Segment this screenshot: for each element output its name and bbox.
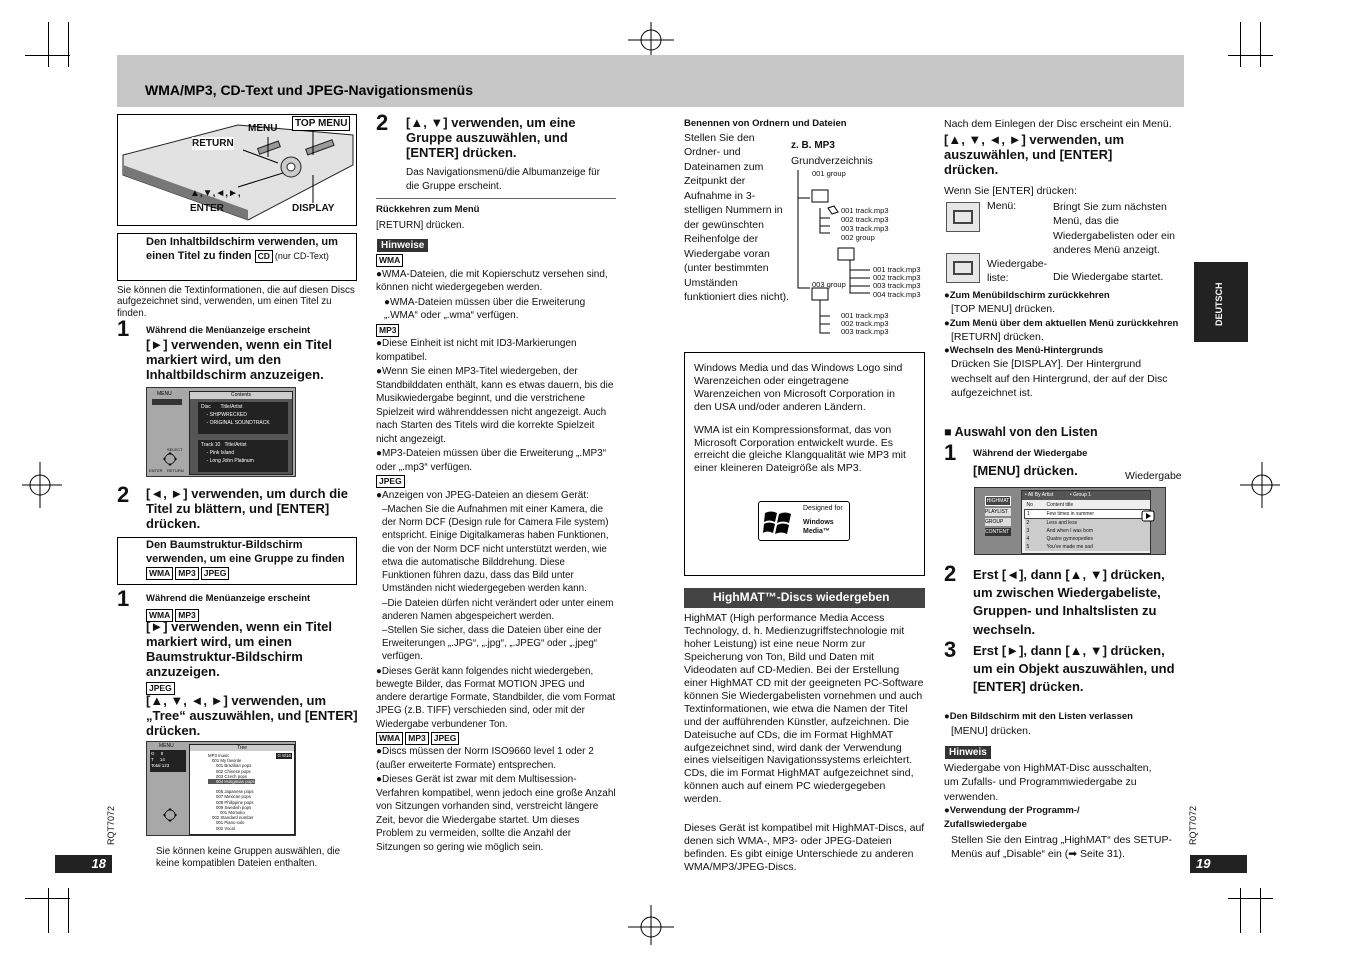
list-h1: • All By Artist [1025,492,1054,498]
file: 002 track.mp3 [841,215,889,224]
row-no: 4 [1026,536,1030,542]
tree-item: 008 Philippine pops [216,799,254,805]
row: - SHIPWRECKED [206,412,247,418]
hinweis-text: Wiedergabe von HighMAT-Disc ausschalten, um Zufalls- und Programmwiedergabe zu verwenden. [944,762,1152,803]
registration-mark-icon [1240,462,1280,508]
file: 003 track.mp3 [841,327,889,337]
note: Dieses Gerät ist zwar mit dem Multisession-Verfahren kompatibel, wenn jedoch eine große Anzahl von Sitzungen vorhanden sind, verstreicht längere Zeit, bevor die Wiedergabe startet. Um dieses Problem zu vermeiden, sollte die Anzahl der Sitzungen so gering wie möglich sein. [376,774,616,853]
footnote: Sie können keine Gruppen auswählen, die keine kompatiblen Dateien enthalten. [156,846,341,869]
step1-title: [►] verwenden, wenn ein Titel markiert wird, um den Inhaltbildschirm anzuzeigen. [146,337,332,382]
option-desc: [RETURN] drücken. [951,330,1044,343]
file: 003 track.mp3 [841,224,889,233]
file: 001 track.mp3 [841,206,889,215]
cd-tag: CD [255,250,273,263]
exit-title: Den Bildschirm mit den Listen verlassen [949,711,1133,722]
note: –Stellen Sie sicher, dass die Dateien über eine der Erweiterungen „.JPG“, „.jpg“, „.JPEG“ oder „.jpeg“ verfügen. [382,624,602,663]
menu-label: MENU [248,123,278,134]
tree-item: 002 Chinese pops [216,768,251,774]
wma-tag: WMA [146,567,173,580]
row: - Long John Platinum [206,458,254,464]
step-number: 2 [117,482,130,507]
file: 002 track.mp3 [873,273,921,283]
option-title: Zum Menü über dem aktuellen Menü zurückkehren [949,317,1179,329]
tree-item: 001 Brazilian pops [216,763,252,769]
step-number: 1 [117,316,130,341]
jpeg-tag: JPEG [376,475,405,488]
contents-screen [146,387,296,477]
note: –Die Dateien dürfen nicht verändert oder unter einem anderen Namen abgespeichert werden. [382,597,614,622]
display-label: DISPLAY [292,203,335,214]
menu-lbl: Menü: [987,200,1017,212]
col4-s3-title: Erst [►], dann [▲, ▼] drücken, um ein Objekt auszuwählen, und [ENTER] drücken. [973,643,1175,695]
hinweis-bullet: Verwendung der Programm-/ Zufallswiedergabe [944,805,1080,830]
box1-title: Den Inhaltbildschirm verwenden, um einen Titel zu finden [146,236,338,262]
tree-item: 001 Piano solo [216,820,245,826]
menu-label: MENU [159,743,174,749]
col4-s1-title: [MENU] drücken. [973,463,1078,478]
note: WMA-Dateien müssen über die Erweiterung „.WMA“ oder „.wma“ verfügen. [384,296,586,321]
return-label: RETURN [167,468,184,473]
highmat-text: Dieses Gerät ist kompatibel mit HighMAT-Discs, auf denen sich WMA-, MP3- oder JPEG-Dateien befinden. Es gibt einige Unterschiede zu anderen WMA/MP3/JPEG-Discs. [684,822,925,873]
row: - ORIGINAL SOUNDTRACK [206,420,270,426]
registration-mark-icon [628,905,674,945]
wma-tag: WMA [376,254,403,267]
tree-item: 007 Mexican pops [216,794,251,800]
top-menu-label: TOP MENU [292,116,350,131]
logo-windows: Windows [803,519,834,526]
step-number: 2 [376,110,389,135]
windows-logo-icon [763,507,795,537]
jpeg-tag: JPEG [431,732,460,745]
lists-title: Auswahl von den Listen [954,425,1098,439]
step1-sub: Während die Menüanzeige erscheint [146,325,311,336]
highmat-text: HighMAT (High performance Media Access Technology, d. h. Medienzugriffstechnologie mit hoher Leistung) ist eine neue Norm zur Speicherung von Ton, Bild und Daten mit Videodaten auf CD-Medien. Bei der Erstellung einer HighMAT CD mit der geeigneten PC-Software können Sie Wiedergabelisten vornehmen und auch Textinformationen, wie etwa die Namen der Titel und der aufführenden Künstler, aufzeichnen. Die Dateisuche auf CDs, die im Format HighMAT aufgezeichnet sind, wird dank der Verwendung eines vielseitigen Navigationssystems erleichtert. CDs, die im Format HighMAT aufgezeichnet sind, können auch auf einem PC wiedergegeben werden. [684,612,924,806]
row-no: 2 [1026,520,1030,526]
intro-text: Sie können die Textinformationen, die auf diesen Discs aufgezeichnet sind, verwenden, um einen Titel zu finden. [117,285,355,319]
highmat-title: HighMAT™-Discs wiedergeben [684,588,925,608]
row-no: 5 [1026,544,1030,550]
navigation-pad-icon [155,808,185,822]
col4-s2-title: Erst [◄], dann [▲, ▼] drücken, um zwischen Wiedergabeliste, Gruppen- und Inhaltslisten zu wechseln. [973,567,1165,637]
row-title: Few times in summer [1046,511,1095,517]
step2-title: [◄, ►] verwenden, um durch die Titel zu blättern, und [ENTER] drücken. [146,486,348,531]
hinweise-label: Hinweise [377,239,428,252]
title-artist: Title/Artist [224,442,247,448]
menu-txt: Bringt Sie zum nächsten Menü, das die Wiedergabelisten oder ein anderes Menü anzeigt. [1053,201,1175,257]
step3-title: [►] verwenden, wenn ein Titel markiert wird, um einen Baumstruktur-Bildschirm anzuzeigen. [146,619,332,679]
note: Diese Einheit ist nicht mit ID3-Markierungen kompatibel. [376,338,577,363]
registration-mark-icon [22,462,62,508]
option-desc: [TOP MENU] drücken. [951,303,1056,316]
track-label: Track 10 [201,442,221,448]
row-title: Less and less [1046,520,1078,526]
note: MP3-Dateien müssen über die Erweiterung „.MP3“ oder „.mp3“ verfügen. [376,448,607,473]
disc-label: Disc [201,404,211,410]
note: Anzeigen von JPEG-Dateien an diesem Gerät: [382,489,589,501]
list-tab: HIGHMAT [986,498,1010,504]
tree-item: 002 Standard number [212,815,254,821]
note: Dieses Gerät kann folgendes nicht wiedergeben, bewegte Bilder, das Format MOTION JPEG und andere derartige Formate, Standbilder, die vom Format JPEG (z.B. TIFF) verschieden sind, oder mit der Wiedergabe verbundener Ton. [376,665,616,730]
rqt-code: RQT7072 [106,805,116,845]
logo-media: Media™ [803,528,830,535]
language-label: DEUTSCH [1214,282,1224,326]
tree-screen: MENU G 8 T 14 Total 123 Tree G 8/16 MP3 music 001 My favorite 001 Brazilian pops 002 Chinese pops 003 Czech pops 004 Hungarian pops 005 Japanese pops 007 Mexican pops 008 Philippine pops 009 Swedish pops 001 Momoko 002 Standard number 001 Piano solo 002 Vocal [146,741,296,836]
cd-note: (nur CD-Text) [274,250,329,261]
navigation-pad-icon [155,452,185,466]
play-txt: Die Wiedergabe startet. [1053,271,1164,283]
trademark-text: Windows Media und das Windows Logo sind Warenzeichen oder eingetragene Warenzeichen von Microsoft Corporation in den USA und/oder anderen Ländern. [694,362,903,413]
page-number: 18 [55,855,112,873]
note: Discs müssen der Norm ISO9660 level 1 oder 2 (außer erweiterte Formate) entsprechen. [376,746,594,771]
note: Wenn Sie einen MP3-Titel wiedergeben, der Standbilddaten enthält, kann es etwas dauern, bis die Musikwiedergabe beginnt, und die verstrichene Spielzeit wird währenddessen nicht angezeigt. Auch nach Starten des Titels wird die korrekte Spielzeit nicht angezeigt. [376,366,614,445]
exit-desc: [MENU] drücken. [951,725,1031,737]
windows-media-logo [758,501,850,541]
col4-title: [▲, ▼, ◄, ►] verwenden, um auszuwählen, und [ENTER] drücken. [944,132,1125,177]
mp3-tag: MP3 [175,609,198,622]
file: 001 track.mp3 [841,311,889,320]
file: 003 track.mp3 [873,281,921,291]
tree-item: 009 Swedish pops [216,804,252,810]
logo-designed: Designed for [803,505,843,512]
arrow-keys-label: ▲,▼,◄,►, [190,188,241,199]
col4-intro: Nach dem Einlegen der Disc erscheint ein Menü. [944,118,1172,130]
playlist-icon [946,253,980,283]
trademark-box [684,352,925,576]
play-indicator-icon [1141,510,1155,522]
example-label: z. B. MP3 [791,140,835,151]
section-banner [117,55,1184,107]
remote-illustration [117,114,357,226]
tree-item: 002 Vocal [216,825,235,831]
file: 002 track.mp3 [841,319,889,329]
page-number: 19 [1190,855,1247,873]
step-number: 2 [944,561,957,586]
tree-item: 001 My favorite [212,758,242,764]
mp3-tag: MP3 [405,732,428,745]
hinweis-label: Hinweis [945,746,991,759]
file: 004 track.mp3 [873,289,921,299]
tree-header: Tree [190,745,294,751]
option-title: Zum Menübildschirm zurückkehren [949,290,1110,301]
content-screen-box [117,233,357,281]
title-artist: Title/Artist [220,404,243,410]
note: WMA-Dateien, die mit Kopierschutz versehen sind, können nicht wiedergegeben werden. [376,268,608,293]
rqt-code: RQT7072 [1188,805,1198,845]
select-label: SELECT [167,447,183,452]
enter-label: ENTER [149,468,163,473]
naming-title: Benennen von Ordnern und Dateien [684,118,847,129]
tree-item: MP3 music [208,753,230,758]
list-tab: GROUP [985,518,1011,526]
naming-text: Stellen Sie den Ordner- und Dateinamen zum Zeitpunkt der Aufnahme in 3-stelligen Nummern in der gewünschten Reihenfolge der Wiedergabe voran (unter bestimmten Umständen funktioniert dies nicht). [684,132,790,304]
tree-screen-box [117,537,357,585]
page-title: WMA/MP3, CD-Text und JPEG-Navigationsmenüs [145,82,473,98]
row-title: And when I was born [1046,528,1094,534]
wma-tag: WMA [376,732,403,745]
enter-label: ENTER [190,203,224,214]
tree-item: 001 Momoko [220,810,245,816]
folder: 003 group [812,280,846,289]
col4-s1-sub: Während der Wiedergabe [973,448,1088,459]
jpeg-tag: JPEG [146,682,175,695]
back-title: Rückkehren zum Menü [376,204,480,215]
menu-label: MENU [157,391,172,397]
col-title: Content title [1046,502,1074,508]
file: 001 track.mp3 [873,265,921,274]
mid-step2-title: [▲, ▼] verwenden, um eine Gruppe auszuwählen, und [ENTER] drücken. [406,115,576,160]
step3-sub: Während die Menüanzeige erscheint [146,593,311,604]
row-no: 3 [1026,528,1030,534]
language-tab [1194,262,1248,342]
step-number: 3 [944,637,957,662]
list-screen [974,487,1166,555]
mp3-tag: MP3 [175,567,198,580]
root-label: Grundverzeichnis [791,155,873,167]
row-no: 1 [1027,511,1030,517]
menu-icon [946,202,980,232]
col4-when: Wenn Sie [ENTER] drücken: [944,185,1077,197]
option-desc: Drücken Sie [DISPLAY]. Der Hintergrund wechselt auf den Hintergrund, der auf der Disc aufgezeichnet ist. [951,358,1168,400]
option-title: Wechseln des Menü-Hintergrunds [949,345,1104,357]
tree-item: 003 Czech pops [216,773,248,779]
row: - Pink Island [206,450,235,456]
step3-title2: [▲, ▼, ◄, ►] verwenden, um „Tree“ auszuwählen, und [ENTER] drücken. [146,693,358,738]
col-no: No [1026,502,1033,508]
note: –Machen Sie die Aufnahmen mit einer Kamera, die der Norm DCF (Design rule for Camera File system) entspricht. Einige Digitalkameras haben Funktionen, die von der Norm DCF nicht unterstützt werden, wie etwa die automatische Bilddrehung. Diese Funktionen führen dazu, dass das Bild unter Umständen nicht wiedergegeben werden kann. [382,504,609,595]
contents-header: Contents [190,392,292,399]
mp3-tag: MP3 [376,324,399,337]
wma-tag: WMA [146,609,173,622]
jpeg-tag: JPEG [201,567,230,580]
wiedergabe-label: Wiedergabe [1125,470,1182,482]
tree-item: 005 Japanese pops [216,789,254,795]
group-count: G 8/16 [277,753,291,758]
hinweis-desc: Stellen Sie den Eintrag „HighMAT“ des SETUP-Menüs auf „Disable“ ein (➡ Seite 31). [951,834,1172,861]
folder: 001 group [812,169,846,178]
row-title: Quatre gymnopedies [1046,536,1093,542]
tree-item: 004 Hungarian pops [208,779,255,784]
list-h2: • Group 1 [1069,492,1092,498]
box2-title: Den Baumstruktur-Bildschirm verwenden, um eine Gruppe zu finden [146,539,345,565]
back-text: [RETURN] drücken. [376,220,465,231]
mid-step2-text: Das Navigationsmenü/die Albumanzeige für die Gruppe erscheint. [406,167,600,192]
step-number: 1 [944,440,957,465]
folder: 002 group [841,233,875,242]
return-label: RETURN [192,138,234,149]
play-lbl: Wiedergabe-liste: [987,258,1048,285]
list-tab: PLAYLIST [985,508,1011,516]
list-tab: CONTENT [985,529,1010,535]
row-title: You've made me sad [1046,544,1093,550]
step-number: 1 [117,586,130,611]
trademark-text: WMA ist ein Kompressionsformat, das von Microsoft Corporation entwickelt wurde. Es erreicht die gleiche Klangqualität wie MP3 mit einer kleineren Dateigröße als MP3. [694,423,906,475]
